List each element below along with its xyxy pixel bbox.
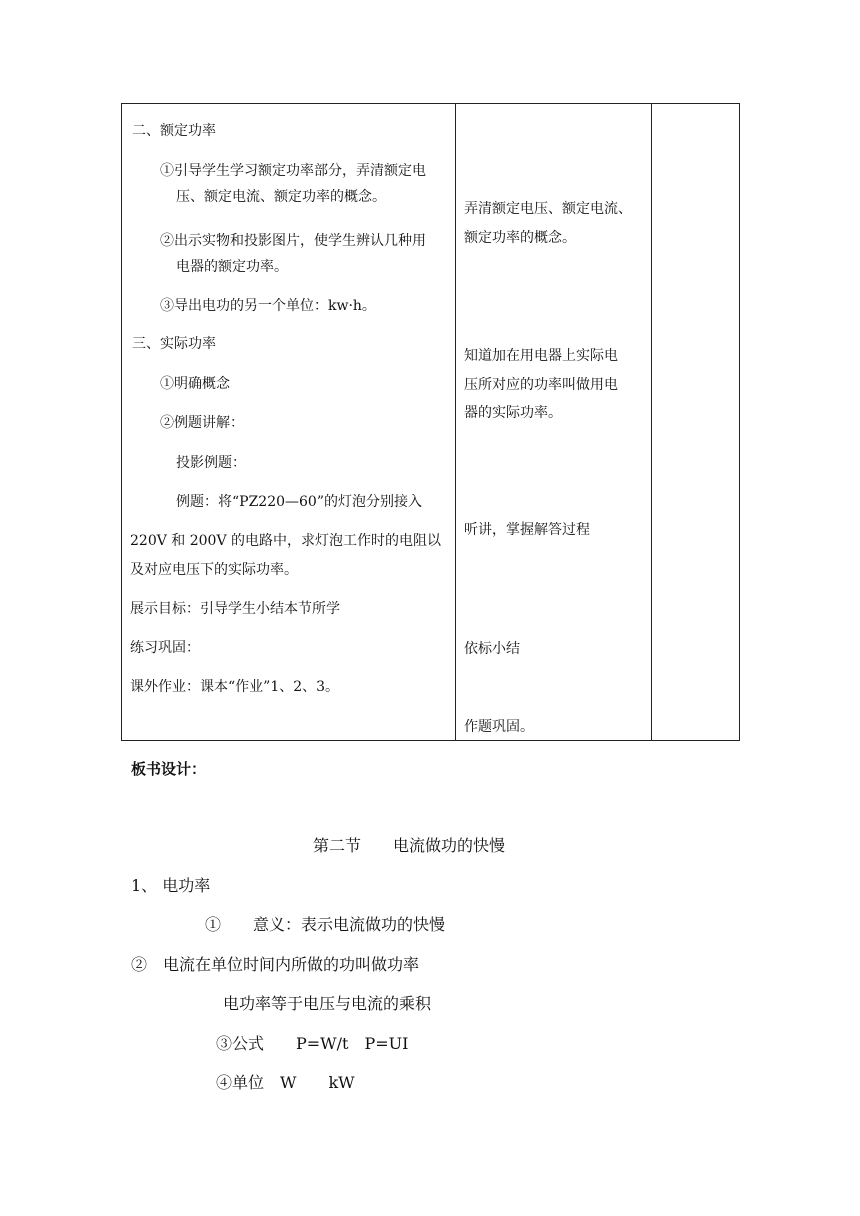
- board-line: ② 电流在单位时间内所做的功叫做功率: [131, 955, 420, 974]
- teacher-line: 课外作业：课本“作业”1、2、3。: [130, 679, 340, 695]
- board-line: ③公式 P=W/t P=UI: [216, 1034, 409, 1053]
- board-line: 1、 电功率: [131, 876, 211, 895]
- teacher-line: ③导出电功的另一个单位：kw·h。: [160, 298, 376, 314]
- student-line: 知道加在用电器上实际电: [464, 348, 618, 364]
- teacher-line: ②出示实物和投影图片，使学生辨认几种用: [160, 233, 426, 249]
- teacher-line: 练习巩固：: [130, 640, 200, 656]
- teacher-activity-cell: [122, 104, 456, 741]
- student-line: 器的实际功率。: [464, 405, 562, 421]
- table-row: [122, 104, 740, 741]
- student-line: 听讲，掌握解答过程: [464, 522, 590, 538]
- student-line: 依标小结: [464, 641, 520, 657]
- section-rated-power-heading: 二、额定功率: [132, 123, 216, 139]
- board-line: ④单位 W kW: [216, 1073, 355, 1092]
- student-line: 作题巩固。: [464, 719, 534, 735]
- teacher-line: 电器的额定功率。: [176, 259, 288, 275]
- board-design-heading: 板书设计：: [131, 760, 207, 778]
- teacher-line: 展示目标：引导学生小结本节所学: [130, 601, 340, 617]
- student-activity-cell: [456, 104, 652, 741]
- teacher-line: ②例题讲解：: [160, 415, 244, 431]
- example-line: 及对应电压下的实际功率。: [130, 562, 298, 578]
- teacher-line: 投影例题：: [176, 455, 246, 471]
- student-line: 弄清额定电压、额定电流、: [464, 201, 632, 217]
- student-line: 额定功率的概念。: [464, 230, 576, 246]
- teacher-line: ①引导学生学习额定功率部分，弄清额定电: [160, 163, 426, 179]
- teacher-line: ①明确概念: [160, 376, 230, 392]
- board-line: 电功率等于电压与电流的乘积: [223, 994, 432, 1013]
- student-line: 压所对应的功率叫做用电: [464, 377, 618, 393]
- lesson-plan-table: [121, 103, 740, 741]
- teacher-line: 压、额定电流、额定功率的概念。: [176, 189, 386, 205]
- board-line: ① 意义：表示电流做功的快慢: [205, 915, 446, 934]
- example-line: 例题：将“PZ220—60”的灯泡分别接入: [176, 494, 422, 510]
- section-actual-power-heading: 三、实际功率: [132, 336, 216, 352]
- notes-cell: [652, 104, 740, 741]
- example-line: 220V 和 200V 的电路中，求灯泡工作时的电阻以: [130, 533, 442, 549]
- board-title: 第二节 电流做功的快慢: [313, 836, 506, 855]
